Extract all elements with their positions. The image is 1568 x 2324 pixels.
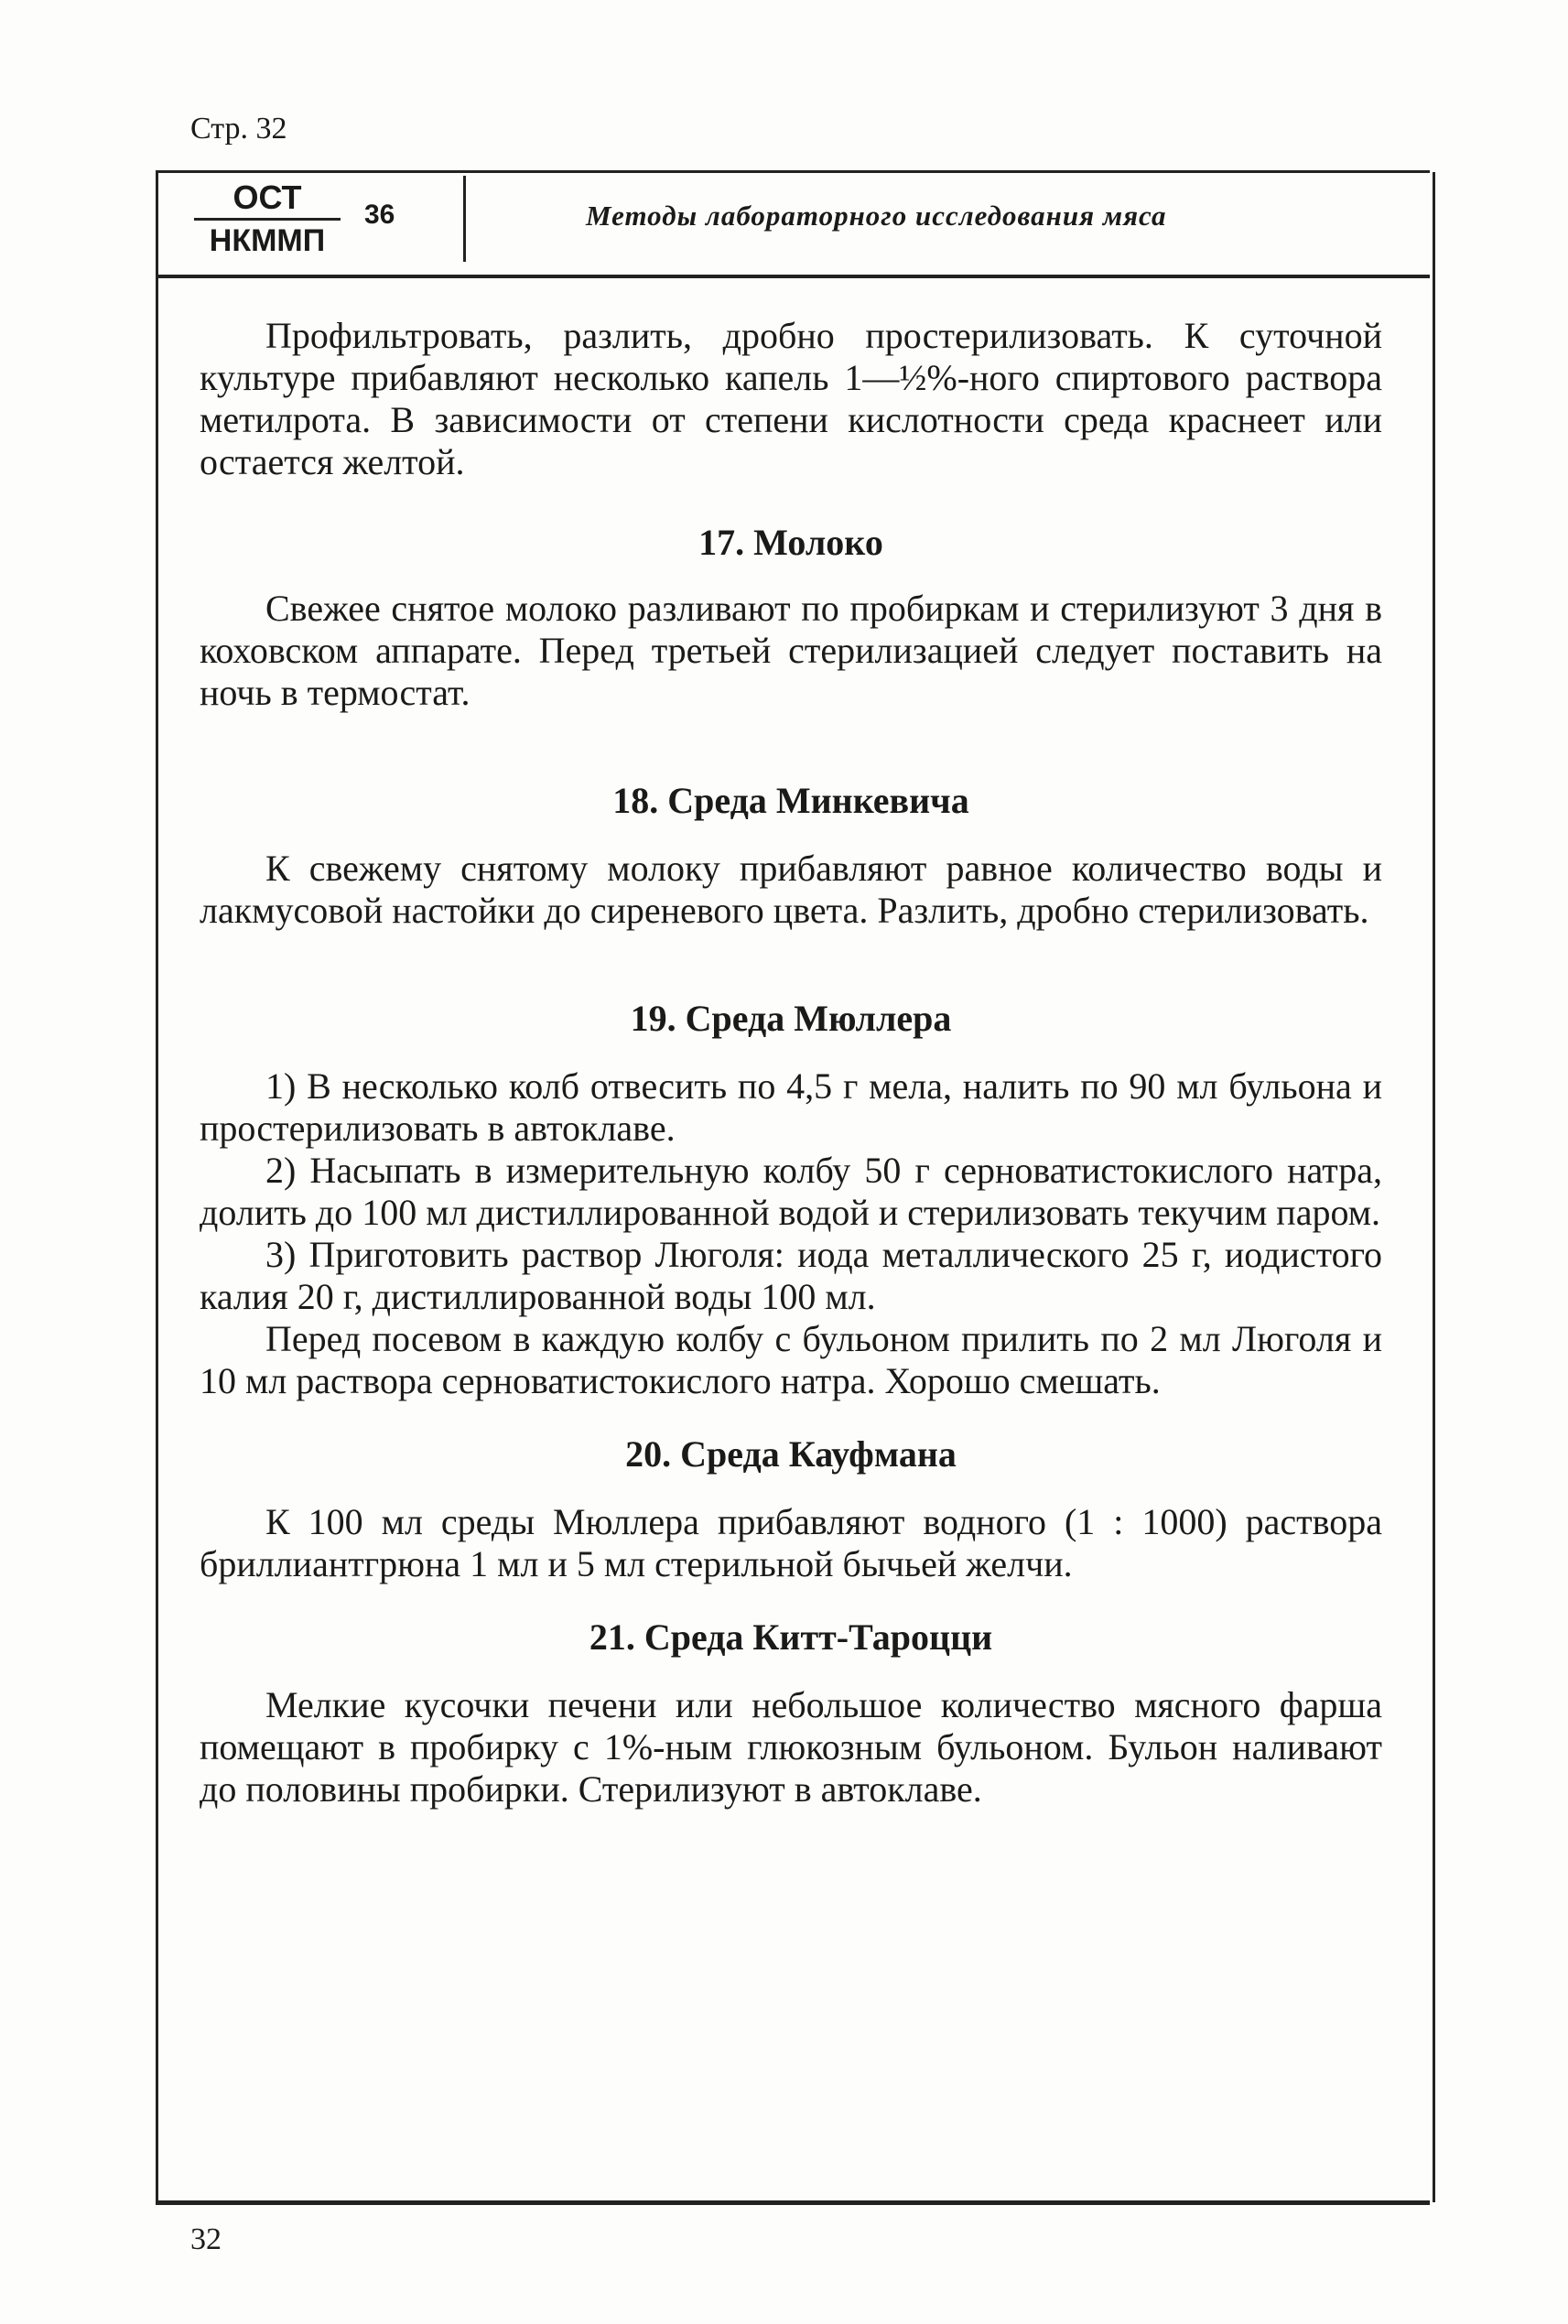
section-title-18: 18. Среда Минкевича (612, 780, 969, 821)
section-19-note: Перед посевом в каждую колбу с бульоном прилить по 2 мл Люголя и 10 мл раствора серноватистокислого натра. Хорошо смешать. (200, 1318, 1382, 1401)
standard-number: 36 (364, 200, 395, 230)
header-rule (156, 275, 1430, 278)
header-title: Методы лабораторного исследования мяса (586, 200, 1167, 232)
page-content (200, 315, 1382, 1811)
section-title-19: 19. Среда Мюллера (630, 998, 952, 1039)
section-20-paragraph: К 100 мл среды Мюллера прибавляют водного (1 : 1000) раствора бриллиантгрюна 1 мл и 5 мл стерильной бычьей желчи. (200, 1501, 1382, 1584)
section-title-17: 17. Молоко (698, 522, 883, 563)
page-label: Стр. 32 (190, 112, 287, 146)
section-title-20: 20. Среда Кауфмана (625, 1433, 957, 1475)
page-number: 32 (190, 2222, 222, 2256)
section-21-paragraph: Мелкие кусочки печени или небольшое количество мясного фарша помещают в пробирку с 1%-ным глюкозным бульоном. Бульон наливают до половины пробирки. Стерилизуют в автоклаве. (200, 1684, 1382, 1810)
standard-top: ОСТ (194, 178, 341, 221)
section-18-paragraph: К свежему снятому молоку прибавляют равное количество воды и лакмусовой настойки до сиреневого цвета. Разлить, дробно стерилизовать. (200, 848, 1382, 931)
top-rule (156, 170, 1430, 173)
standard-bottom: НКММП (209, 223, 326, 258)
bottom-rule (156, 2200, 1430, 2205)
section-title-21: 21. Среда Китт-Тароцци (589, 1616, 993, 1658)
section-17-paragraph: Свежее снятое молоко разливают по пробиркам и стерилизуют 3 дня в коховском аппарате. Перед третьей стерилизацией следует поставить на ночь в термостат. (200, 588, 1382, 713)
section-19-item-1: 1) В несколько колб отвесить по 4,5 г мела, налить по 90 мл бульона и простерилизовать в автоклаве. (200, 1065, 1382, 1149)
standard-designation (194, 178, 341, 261)
intro-paragraph: Профильтровать, разлить, дробно простерилизовать. К суточной культуре прибавляют несколько капель 1—½%-ного спиртового раствора метилрота. В зависимости от степени кислотности среда краснеет или остается желтой. (200, 315, 1382, 482)
section-19-item-2: 2) Насыпать в измерительную колбу 50 г серноватистокислого натра, долить до 100 мл дистиллированной водой и стерилизовать текучим паром. (200, 1150, 1382, 1233)
header-divider (463, 176, 466, 262)
section-19-item-3: 3) Приготовить раствор Люголя: иода металлического 25 г, иодистого калия 20 г, дистиллированной воды 100 мл. (200, 1234, 1382, 1317)
